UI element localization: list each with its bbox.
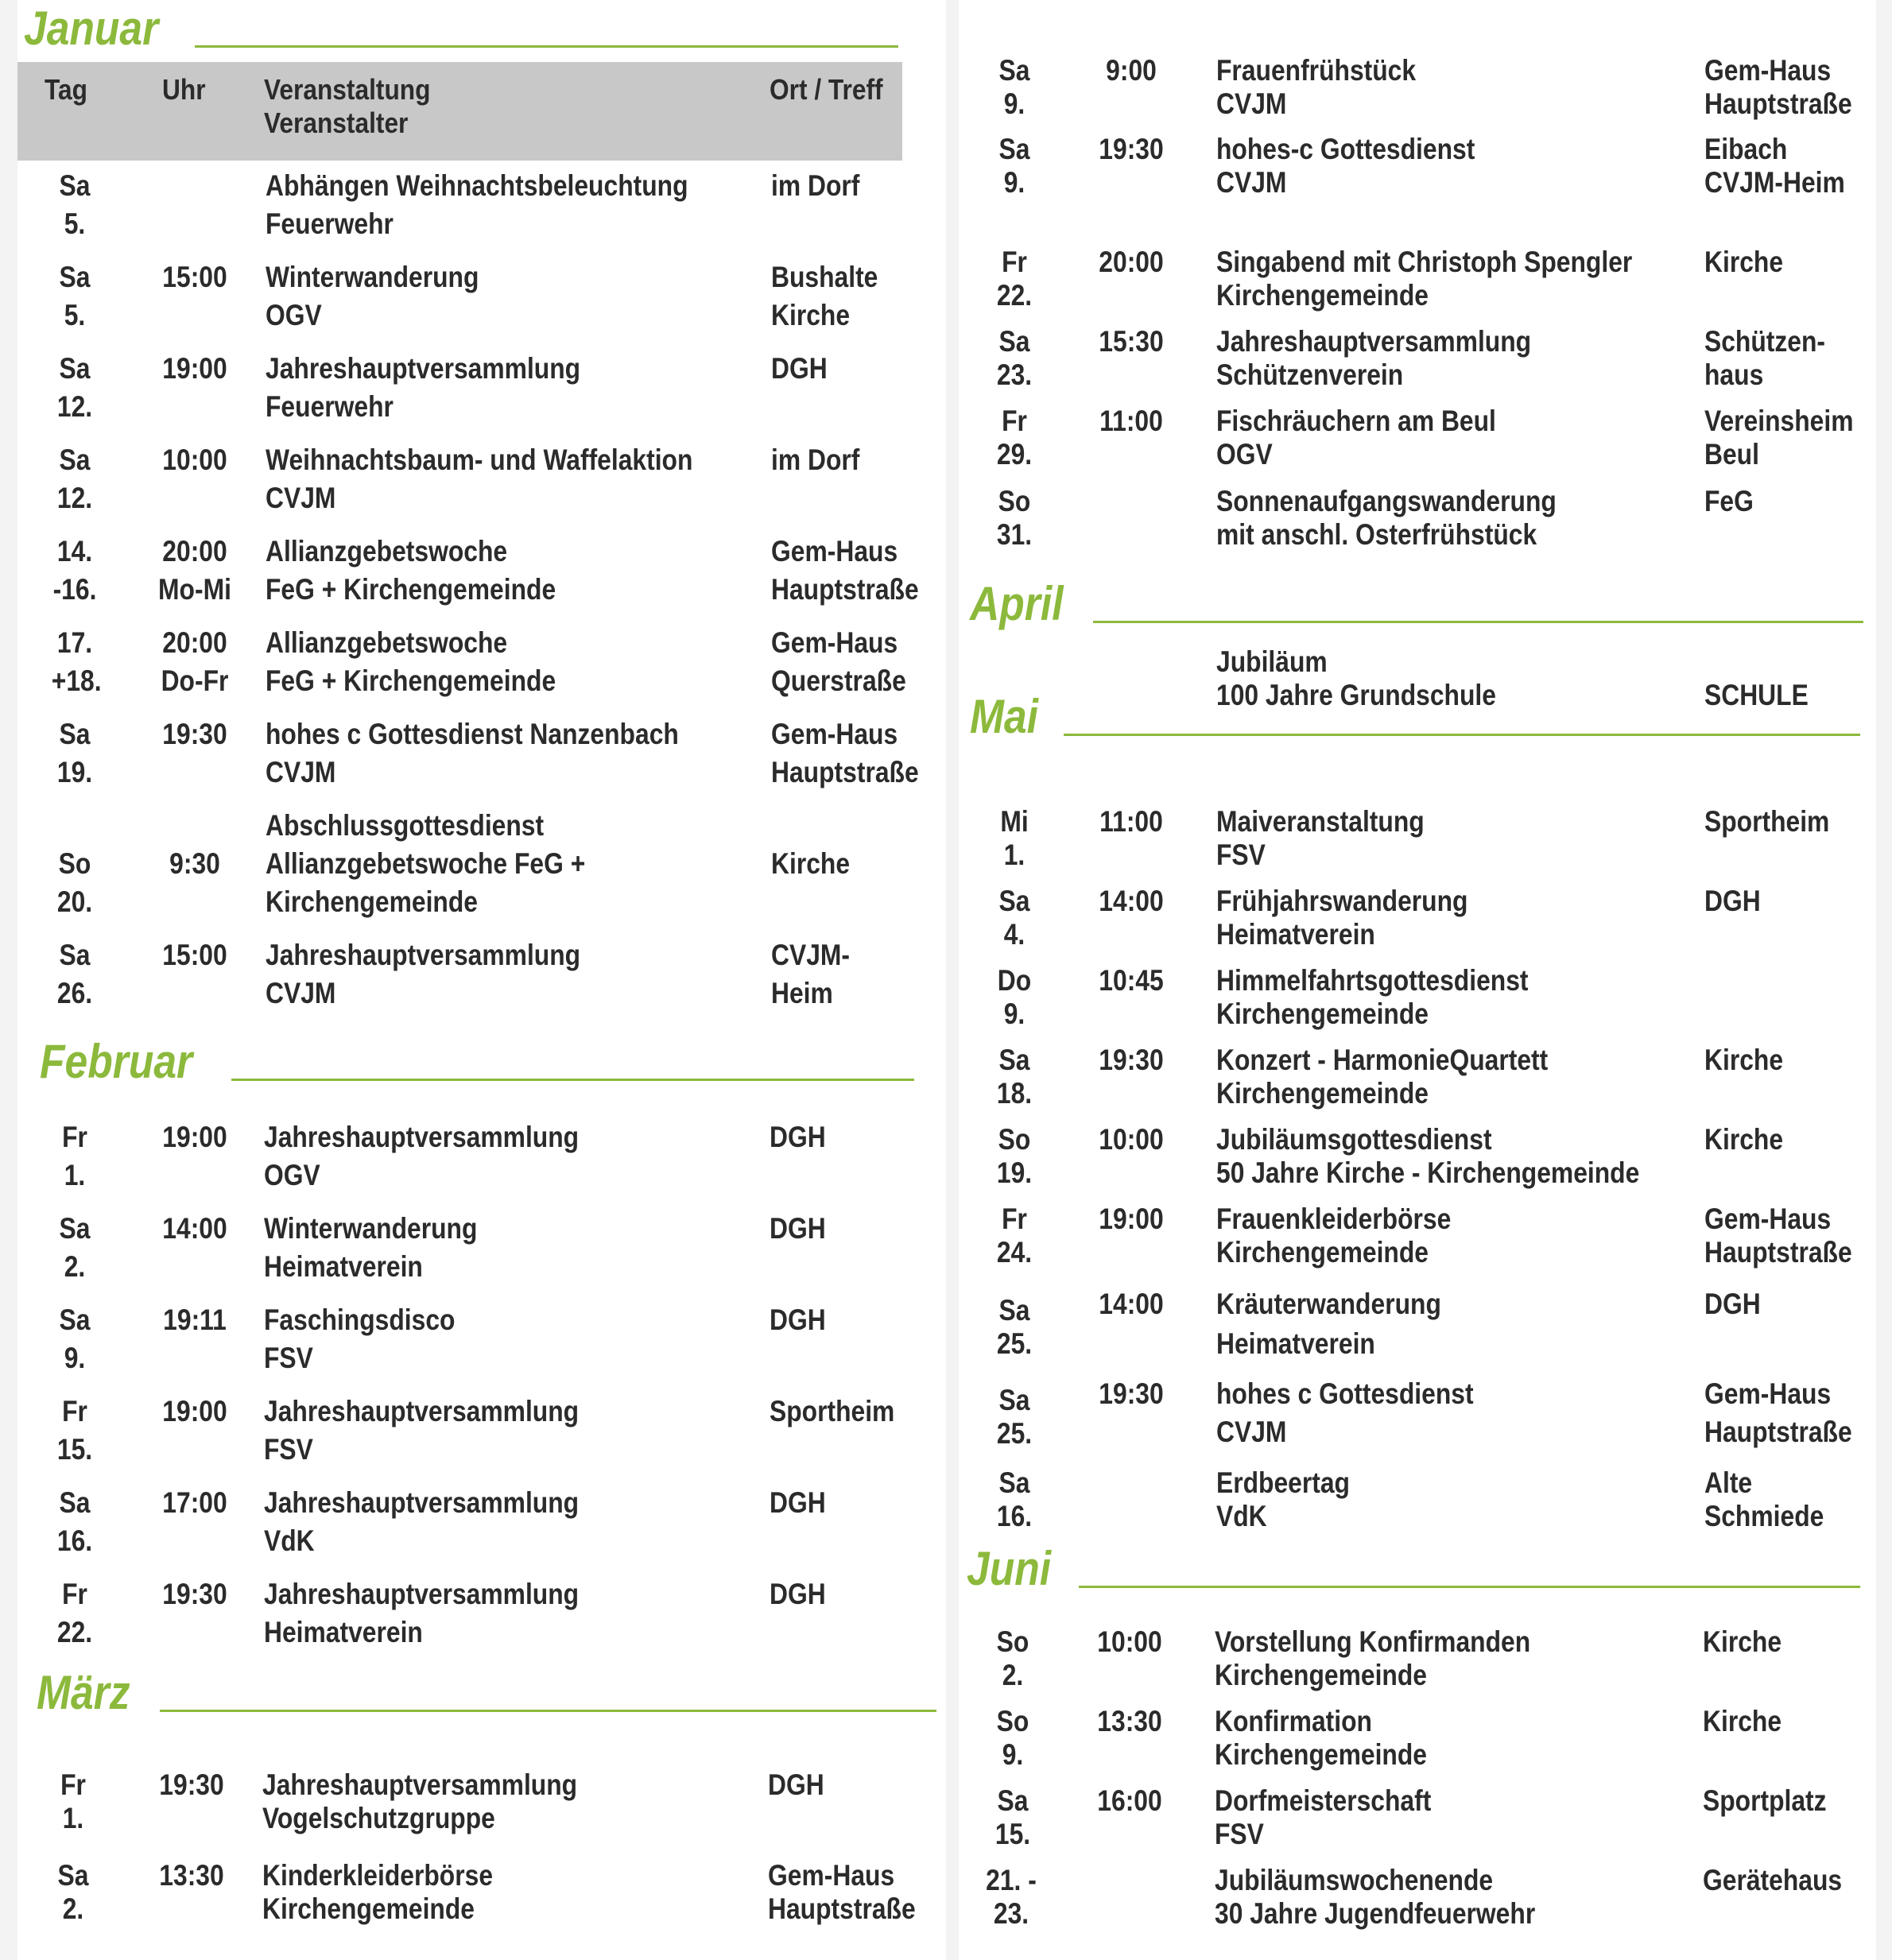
- event-title: Winterwanderung: [264, 1212, 478, 1245]
- event-organizer: Kirchengemeinde: [1216, 279, 1429, 312]
- event-row: [946, 964, 1892, 1036]
- event-time: 10:00: [1097, 1625, 1162, 1658]
- event-day: Sa: [59, 1303, 91, 1336]
- event-row: [0, 624, 946, 703]
- event-title: Jahreshauptversammlung: [264, 1578, 580, 1610]
- event-day: Sa: [57, 1859, 89, 1892]
- event-title: Kinderkleiderbörse: [262, 1859, 494, 1892]
- event-time: 11:00: [1099, 405, 1163, 437]
- event-title: Jahreshauptversammlung: [264, 1486, 580, 1519]
- event-location: Sportheim: [1704, 805, 1830, 838]
- event-title: Erdbeertag: [1216, 1466, 1350, 1499]
- event-location: Vereinsheim: [1704, 405, 1854, 437]
- event-date: 12.: [56, 482, 93, 514]
- event-title: Faschingsdisco: [264, 1303, 456, 1336]
- event-location-line2: Schmiede: [1704, 1500, 1824, 1532]
- event-time: 11:00: [1099, 805, 1163, 838]
- event-date: 9.: [1003, 87, 1025, 120]
- event-location: Gem-Haus: [1704, 1377, 1832, 1410]
- event-title: Frühjahrswanderung: [1216, 885, 1468, 917]
- event-title: Frauenkleiderbörse: [1216, 1203, 1452, 1235]
- event-day: 14.: [56, 535, 93, 567]
- event-row: [946, 54, 1892, 126]
- event-day: Fr: [62, 1578, 87, 1610]
- event-time: 15:00: [162, 939, 227, 971]
- event-day: So: [58, 847, 91, 880]
- event-organizer: Feuerwehr: [266, 390, 394, 423]
- event-location: im Dorf: [771, 444, 860, 476]
- event-day: Do: [997, 964, 1032, 997]
- event-date: 23.: [993, 1897, 1029, 1930]
- event-day: Fr: [1002, 1203, 1027, 1235]
- event-location-line2: haus: [1704, 358, 1764, 391]
- event-row: [0, 1118, 946, 1198]
- event-row: [946, 1784, 1892, 1856]
- event-row: [946, 1864, 1892, 1935]
- event-day: 21. -: [986, 1864, 1037, 1896]
- event-location: FeG: [1704, 485, 1754, 517]
- event-date: 4.: [1003, 918, 1025, 951]
- month-name: Mai: [970, 690, 1039, 743]
- event-location: Kirche: [1704, 1123, 1784, 1156]
- event-time: 17:00: [162, 1486, 227, 1519]
- event-title: Singabend mit Christoph Spengler: [1216, 246, 1633, 278]
- event-date: -16.: [52, 573, 97, 606]
- event-organizer: Heimatverein: [264, 1250, 423, 1283]
- month-heading-januar: [24, 2, 898, 55]
- event-location: Gem-Haus: [1704, 1203, 1832, 1235]
- event-row: [946, 405, 1892, 476]
- event-organizer: FeG + Kirchengemeinde: [266, 573, 556, 606]
- header-ort: Ort / Treff: [770, 73, 883, 106]
- event-organizer: Heimatverein: [1216, 918, 1375, 951]
- event-day: So: [998, 485, 1031, 517]
- event-row: [0, 1766, 946, 1846]
- event-date: 15.: [994, 1818, 1031, 1850]
- event-time: 19:30: [1099, 1377, 1164, 1410]
- event-title: Frauenfrühstück: [1216, 54, 1417, 87]
- event-organizer: CVJM: [266, 756, 336, 788]
- event-location: DGH: [771, 352, 828, 385]
- event-day: Sa: [998, 1384, 1030, 1416]
- event-location: DGH: [770, 1121, 826, 1153]
- event-row: [0, 167, 946, 246]
- event-row: [0, 441, 946, 521]
- header-veranstaltung: Veranstaltung: [264, 73, 431, 106]
- event-time: 19:30: [159, 1768, 224, 1801]
- event-time: 10:00: [1099, 1123, 1164, 1156]
- event-time: 19:00: [162, 1395, 227, 1427]
- event-title: Kräuterwanderung: [1216, 1288, 1441, 1320]
- event-time: 13:30: [159, 1859, 224, 1892]
- event-title: Jahreshauptversammlung: [264, 1121, 580, 1153]
- event-organizer: Schützenverein: [1216, 358, 1404, 391]
- event-date: 5.: [64, 207, 86, 240]
- event-date: 24.: [996, 1236, 1033, 1269]
- event-date: 12.: [56, 390, 93, 423]
- event-location: Kirche: [771, 847, 851, 880]
- event-title: Jahreshauptversammlung: [264, 1395, 580, 1427]
- event-day: So: [996, 1705, 1029, 1737]
- event-date: 1.: [64, 1159, 86, 1191]
- table-header: [17, 62, 902, 161]
- event-location: Gem-Haus: [768, 1859, 895, 1892]
- month-heading-februar: [40, 1035, 914, 1088]
- event-row: [0, 1393, 946, 1472]
- event-date: 18.: [996, 1077, 1033, 1110]
- event-time: 19:00: [162, 352, 227, 385]
- event-day: Sa: [998, 133, 1030, 165]
- event-location: Kirche: [1703, 1625, 1782, 1658]
- event-location-line2: Hauptstraße: [771, 756, 919, 788]
- event-location: Sportheim: [770, 1395, 895, 1427]
- event-title: Jubiläumsgottesdienst: [1216, 1123, 1492, 1156]
- event-day: So: [998, 1123, 1031, 1156]
- event-location: Kirche: [1704, 1044, 1784, 1076]
- month-name: April: [970, 577, 1064, 630]
- event-organizer: CVJM: [1216, 87, 1287, 120]
- event-date: 19.: [996, 1156, 1033, 1189]
- event-title: Allianzgebetswoche FeG +: [266, 847, 586, 880]
- event-organizer: CVJM: [1216, 166, 1287, 199]
- event-location-line2: Kirche: [771, 299, 851, 331]
- month-rule: [231, 1079, 914, 1081]
- event-day: Sa: [59, 444, 91, 476]
- event-location: Gem-Haus: [771, 718, 898, 750]
- month-heading-april: [970, 577, 1863, 630]
- event-time: 19:30: [1099, 133, 1164, 165]
- month-rule: [195, 45, 898, 48]
- event-location: DGH: [1704, 1288, 1761, 1320]
- event-weekdays: Do-Fr: [161, 664, 229, 697]
- event-location: DGH: [770, 1303, 826, 1336]
- event-organizer: Feuerwehr: [266, 207, 394, 240]
- month-rule: [1064, 734, 1860, 736]
- event-organizer: 30 Jahre Jugendfeuerwehr: [1215, 1897, 1536, 1930]
- event-organizer: mit anschl. Osterfrühstück: [1216, 518, 1537, 551]
- event-organizer: FSV: [1216, 839, 1266, 871]
- event-organizer: VdK: [264, 1524, 315, 1557]
- event-location: Schützen-: [1704, 325, 1826, 358]
- event-time: 14:00: [1099, 885, 1164, 917]
- event-location: im Dorf: [771, 169, 860, 202]
- event-row: [0, 1210, 946, 1289]
- event-row: [0, 533, 946, 612]
- event-row: [0, 936, 946, 1016]
- event-row: [946, 1705, 1892, 1776]
- event-row: [946, 325, 1892, 397]
- event-organizer: Kirchengemeinde: [1216, 1236, 1429, 1269]
- event-location: Gem-Haus: [771, 626, 898, 659]
- event-row: [946, 133, 1892, 204]
- event-day: Fr: [62, 1121, 87, 1153]
- event-organizer: Kirchengemeinde: [1216, 997, 1429, 1030]
- event-date: 20.: [56, 885, 93, 918]
- event-organizer: VdK: [1216, 1500, 1267, 1532]
- event-location-line2: CVJM-Heim: [1704, 166, 1845, 199]
- event-row: [946, 1466, 1892, 1538]
- event-location: Gem-Haus: [771, 535, 898, 567]
- event-date: 15.: [56, 1433, 93, 1466]
- event-title: Jahreshauptversammlung: [262, 1768, 578, 1801]
- event-time: 16:00: [1097, 1784, 1162, 1817]
- event-title: Konfirmation: [1215, 1705, 1372, 1737]
- event-location-line2: Beul: [1704, 438, 1759, 471]
- month-heading-juni: [967, 1542, 1860, 1595]
- event-day: Fr: [62, 1395, 87, 1427]
- event-row: [0, 258, 946, 338]
- event-organizer: 50 Jahre Kirche - Kirchengemeinde: [1216, 1156, 1640, 1189]
- event-day: Mi: [1000, 805, 1029, 838]
- event-location: CVJM-: [771, 939, 851, 971]
- event-title: Dorfmeisterschaft: [1215, 1784, 1432, 1817]
- event-row: [946, 1203, 1892, 1274]
- event-day: Sa: [59, 261, 91, 293]
- event-date: 2.: [64, 1250, 86, 1283]
- event-time: 10:00: [162, 444, 227, 476]
- event-day: Sa: [59, 1486, 91, 1519]
- event-title: Allianzgebetswoche: [266, 626, 508, 659]
- event-location-line2: Hauptstraße: [771, 573, 919, 606]
- event-organizer: FSV: [1215, 1818, 1264, 1850]
- event-location: Sportplatz: [1703, 1784, 1827, 1817]
- event-organizer: FSV: [264, 1433, 313, 1466]
- event-location-line2: Querstraße: [771, 664, 906, 697]
- event-day: So: [996, 1625, 1029, 1658]
- event-time: 9:30: [169, 847, 220, 880]
- event-location: DGH: [1704, 885, 1761, 917]
- event-date: 5.: [64, 299, 86, 331]
- event-title: Vorstellung Konfirmanden: [1215, 1625, 1531, 1658]
- event-location: Alte: [1704, 1466, 1753, 1499]
- event-location: DGH: [770, 1486, 826, 1519]
- event-organizer: 100 Jahre Grundschule: [1216, 679, 1496, 711]
- event-location: DGH: [770, 1212, 826, 1245]
- event-date: 9.: [1002, 1738, 1024, 1771]
- event-day: Sa: [997, 1784, 1029, 1817]
- event-date: 29.: [996, 438, 1033, 471]
- event-title: Jahreshauptversammlung: [266, 352, 581, 385]
- event-time: 14:00: [162, 1212, 227, 1245]
- event-date: 22.: [56, 1616, 93, 1648]
- event-row: [0, 1857, 946, 1936]
- event-date: 26.: [56, 977, 93, 1009]
- event-organizer: Kirchengemeinde: [1216, 1077, 1429, 1110]
- event-title: Maiveranstaltung: [1216, 805, 1425, 838]
- event-date: 16.: [56, 1524, 93, 1557]
- event-location: Kirche: [1704, 246, 1784, 278]
- event-organizer: Heimatverein: [264, 1616, 423, 1648]
- event-title: Abhängen Weihnachtsbeleuchtung: [266, 169, 688, 202]
- event-row: [946, 1288, 1892, 1367]
- month-rule: [160, 1710, 936, 1712]
- event-time: 10:45: [1099, 964, 1164, 997]
- event-weekdays: Mo-Mi: [158, 573, 231, 606]
- month-name: Februar: [40, 1035, 193, 1088]
- event-title: hohes c Gottesdienst Nanzenbach: [266, 718, 679, 750]
- event-row: [946, 805, 1892, 877]
- event-day: Sa: [998, 54, 1030, 87]
- event-row: [946, 1044, 1892, 1115]
- event-day: 17.: [56, 626, 93, 659]
- event-organizer: CVJM: [1216, 1416, 1287, 1448]
- event-organizer: Kirchengemeinde: [1215, 1738, 1428, 1771]
- event-row: [0, 1484, 946, 1563]
- event-organizer: OGV: [1216, 438, 1273, 471]
- month-rule: [1093, 621, 1863, 623]
- event-title: hohes c Gottesdienst: [1216, 1377, 1474, 1410]
- header-veranstalter: Veranstalter: [264, 107, 409, 139]
- event-date: 9.: [64, 1342, 86, 1374]
- event-row: [946, 885, 1892, 956]
- event-location: Gem-Haus: [1704, 54, 1832, 87]
- event-date: 25.: [996, 1327, 1033, 1360]
- month-name: März: [37, 1666, 130, 1719]
- event-row: [0, 1575, 946, 1655]
- event-time: 9:00: [1106, 54, 1157, 87]
- event-location: Bushalte: [771, 261, 878, 293]
- header-uhr: Uhr: [162, 73, 206, 106]
- event-date: 16.: [996, 1500, 1033, 1532]
- event-time: 20:00: [162, 626, 227, 659]
- event-date: 2.: [1002, 1659, 1024, 1691]
- event-organizer: OGV: [264, 1159, 320, 1191]
- event-date: 2.: [62, 1892, 84, 1925]
- event-date: 22.: [996, 279, 1033, 312]
- month-name: Juni: [967, 1542, 1052, 1595]
- event-row: [946, 1625, 1892, 1697]
- event-location: Gerätehaus: [1703, 1864, 1843, 1896]
- month-name: Januar: [24, 2, 159, 55]
- event-organizer: Kirchengemeinde: [262, 1892, 475, 1925]
- event-location-line2: Heim: [771, 977, 833, 1009]
- event-location-line2: Hauptstraße: [1704, 1236, 1852, 1269]
- event-day: Sa: [998, 885, 1030, 917]
- event-time: 13:30: [1097, 1705, 1162, 1737]
- event-date: 1.: [62, 1802, 84, 1834]
- event-organizer: CVJM: [266, 977, 336, 1009]
- event-location: DGH: [770, 1578, 826, 1610]
- event-date: 19.: [56, 756, 93, 788]
- event-organizer: Heimatverein: [1216, 1327, 1375, 1360]
- event-title: Himmelfahrtsgottesdienst: [1216, 964, 1529, 997]
- event-title: Winterwanderung: [266, 261, 479, 293]
- event-title: Fischräuchern am Beul: [1216, 405, 1496, 437]
- event-day: Fr: [1002, 405, 1027, 437]
- event-time: 19:00: [1099, 1203, 1164, 1235]
- event-title: Sonnenaufgangswanderung: [1216, 485, 1557, 517]
- event-organizer: OGV: [266, 299, 322, 331]
- event-time: 20:00: [1099, 246, 1164, 278]
- event-time: 19:30: [1099, 1044, 1164, 1076]
- event-date: 23.: [996, 358, 1033, 391]
- event-organizer: CVJM: [266, 482, 336, 514]
- event-date: 1.: [1003, 839, 1025, 871]
- event-day: Sa: [59, 939, 91, 971]
- event-row: [946, 1123, 1892, 1195]
- event-time: 15:00: [162, 261, 227, 293]
- event-location: SCHULE: [1704, 679, 1809, 711]
- event-day: Fr: [1002, 246, 1027, 278]
- event-title: Jubiläum: [1216, 645, 1328, 678]
- event-date: 25.: [996, 1417, 1033, 1450]
- event-row: [946, 485, 1892, 556]
- event-title: Jubiläumswochenende: [1215, 1864, 1494, 1896]
- month-rule: [1079, 1586, 1860, 1588]
- event-day: Sa: [998, 325, 1030, 358]
- event-location: DGH: [768, 1768, 824, 1801]
- event-time: 19:30: [162, 1578, 227, 1610]
- event-day: Fr: [60, 1768, 86, 1801]
- event-date: 31.: [996, 518, 1033, 551]
- event-time: 19:11: [163, 1303, 227, 1336]
- event-location-line2: Hauptstraße: [1704, 87, 1852, 120]
- event-date: 9.: [1003, 166, 1025, 199]
- event-organizer: FeG + Kirchengemeinde: [266, 664, 556, 697]
- event-time: 15:30: [1099, 325, 1164, 358]
- event-location: Eibach: [1704, 133, 1788, 165]
- event-time: 19:00: [162, 1121, 227, 1153]
- header-tag: Tag: [45, 73, 87, 106]
- event-day: Sa: [59, 169, 91, 202]
- event-day: Sa: [59, 352, 91, 385]
- event-title: Allianzgebetswoche: [266, 535, 508, 567]
- event-organizer: FSV: [264, 1342, 313, 1374]
- event-row: [0, 1301, 946, 1381]
- event-time: 14:00: [1099, 1288, 1164, 1320]
- event-location: Kirche: [1703, 1705, 1782, 1737]
- event-row: [0, 807, 946, 926]
- event-time: 19:30: [162, 718, 227, 750]
- event-date: 9.: [1003, 997, 1025, 1030]
- event-title: Jahreshauptversammlung: [1216, 325, 1532, 358]
- event-day: Sa: [998, 1294, 1030, 1327]
- event-location-line2: Hauptstraße: [1704, 1416, 1852, 1448]
- event-day: Sa: [998, 1466, 1030, 1499]
- event-row: [946, 246, 1892, 317]
- event-row: [946, 1377, 1892, 1457]
- event-time: 20:00: [162, 535, 227, 567]
- event-day: Sa: [59, 718, 91, 750]
- event-day: Sa: [59, 1212, 91, 1245]
- event-title-prefix: Abschlussgottesdienst: [266, 809, 545, 842]
- month-heading-mai: [970, 690, 1860, 743]
- event-organizer: Kirchengemeinde: [266, 885, 479, 918]
- event-organizer: Vogelschutzgruppe: [262, 1802, 495, 1834]
- event-day: Sa: [998, 1044, 1030, 1076]
- event-organizer: Kirchengemeinde: [1215, 1659, 1428, 1691]
- event-date: +18.: [51, 664, 102, 697]
- event-location-line2: Hauptstraße: [768, 1892, 916, 1925]
- event-title: Weihnachtsbaum- und Waffelaktion: [266, 444, 693, 476]
- event-row: [0, 715, 946, 795]
- event-title: Jahreshauptversammlung: [266, 939, 581, 971]
- month-heading-maerz: [37, 1666, 936, 1719]
- event-row: [0, 350, 946, 429]
- event-title: hohes-c Gottesdienst: [1216, 133, 1475, 165]
- event-title: Konzert - HarmonieQuartett: [1216, 1044, 1549, 1076]
